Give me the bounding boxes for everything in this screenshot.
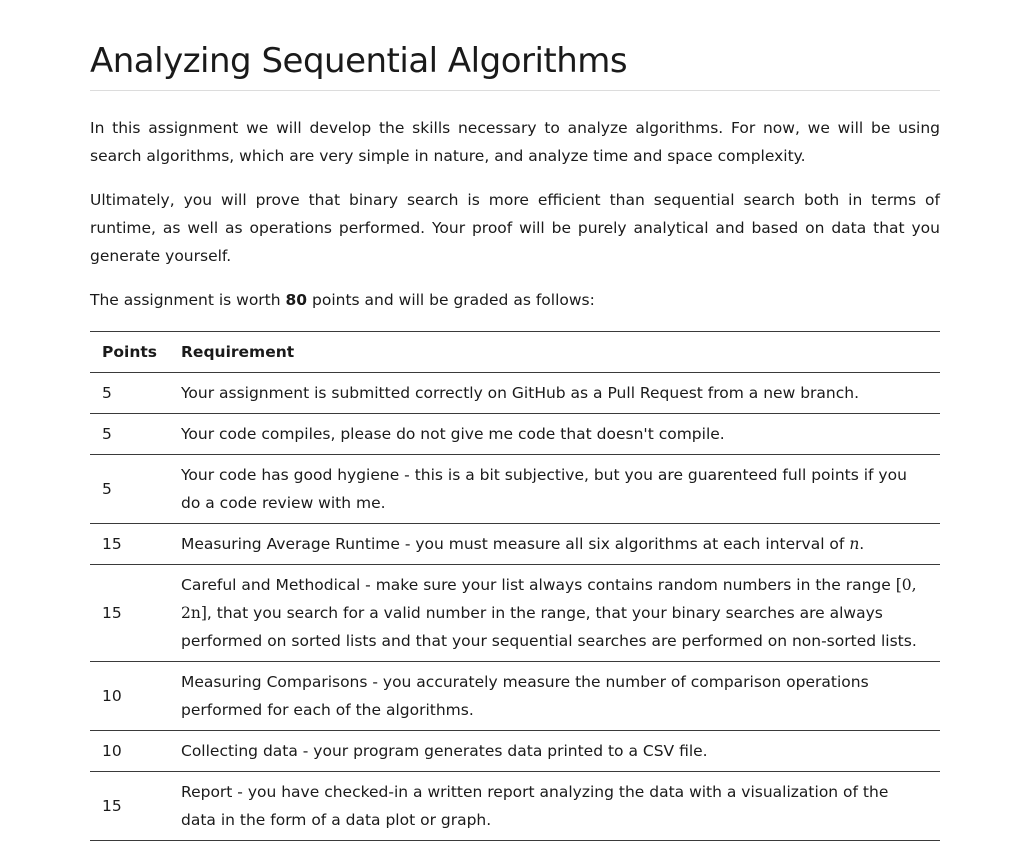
table-row	[90, 731, 940, 772]
table-row	[90, 373, 940, 414]
table-row	[90, 414, 940, 455]
table-row	[90, 662, 940, 731]
row-requirement: Collecting data - your program generates data printed to a CSV file.	[180, 731, 940, 772]
requirement-text-end: .	[859, 535, 865, 553]
math-n: n	[849, 535, 860, 553]
row-requirement: Your assignment is submitted correctly on GitHub as a Pull Request from a new branch.	[180, 373, 940, 414]
row-requirement	[180, 524, 940, 565]
row-points: 15	[90, 524, 180, 565]
grading-intro	[90, 286, 940, 314]
row-requirement: Measuring Comparisons - you accurately measure the number of comparison operations performed for each of the algorithms.	[180, 662, 940, 731]
row-points: 15	[90, 565, 180, 662]
row-requirement: Your code has good hygiene - this is a bit subjective, but you are guarenteed full points if you do a code review with me.	[180, 455, 940, 524]
row-points: 10	[90, 662, 180, 731]
table-row	[90, 565, 940, 662]
row-points: 5	[90, 455, 180, 524]
row-requirement: Report - you have checked-in a written report analyzing the data with a visualization of the data in the form of a data plot or graph.	[180, 772, 940, 841]
row-points: 10	[90, 731, 180, 772]
grading-table	[90, 331, 940, 841]
math-range: [0, 2n]	[181, 576, 917, 622]
row-requirement	[180, 565, 940, 662]
row-points: 5	[90, 373, 180, 414]
grading-intro-before: The assignment is worth	[90, 291, 286, 309]
table-row	[90, 524, 940, 565]
intro-paragraph-1: In this assignment we will develop the skills necessary to analyze algorithms. For now, we will be using search algorithms, which are very simple in nature, and analyze time and space complexity.	[90, 119, 940, 165]
page-title: Analyzing Sequential Algorithms	[90, 0, 940, 91]
table-row	[90, 772, 940, 841]
requirement-text: Measuring Average Runtime - you must measure all six algorithms at each interval of	[181, 535, 850, 553]
requirement-text: Careful and Methodical - make sure your list always contains random numbers in the range	[181, 576, 896, 594]
requirement-text-end: , that you search for a valid number in the range, that your binary searches are always performed on sorted lists and that your sequential searches are performed on non-sorted lists.	[181, 604, 917, 650]
grading-intro-after: points and will be graded as follows:	[307, 291, 595, 309]
row-points: 15	[90, 772, 180, 841]
table-header-row	[90, 332, 940, 373]
table-row	[90, 455, 940, 524]
row-requirement: Your code compiles, please do not give me code that doesn't compile.	[180, 414, 940, 455]
header-requirement: Requirement	[180, 332, 940, 373]
header-points: Points	[90, 332, 180, 373]
row-points: 5	[90, 414, 180, 455]
intro-paragraph-2: Ultimately, you will prove that binary search is more efficient than sequential search both in terms of runtime, as well as operations performed. Your proof will be purely analytical and based on data that you generate yourself.	[90, 191, 940, 265]
total-points: 80	[285, 291, 308, 309]
document	[90, 0, 940, 841]
